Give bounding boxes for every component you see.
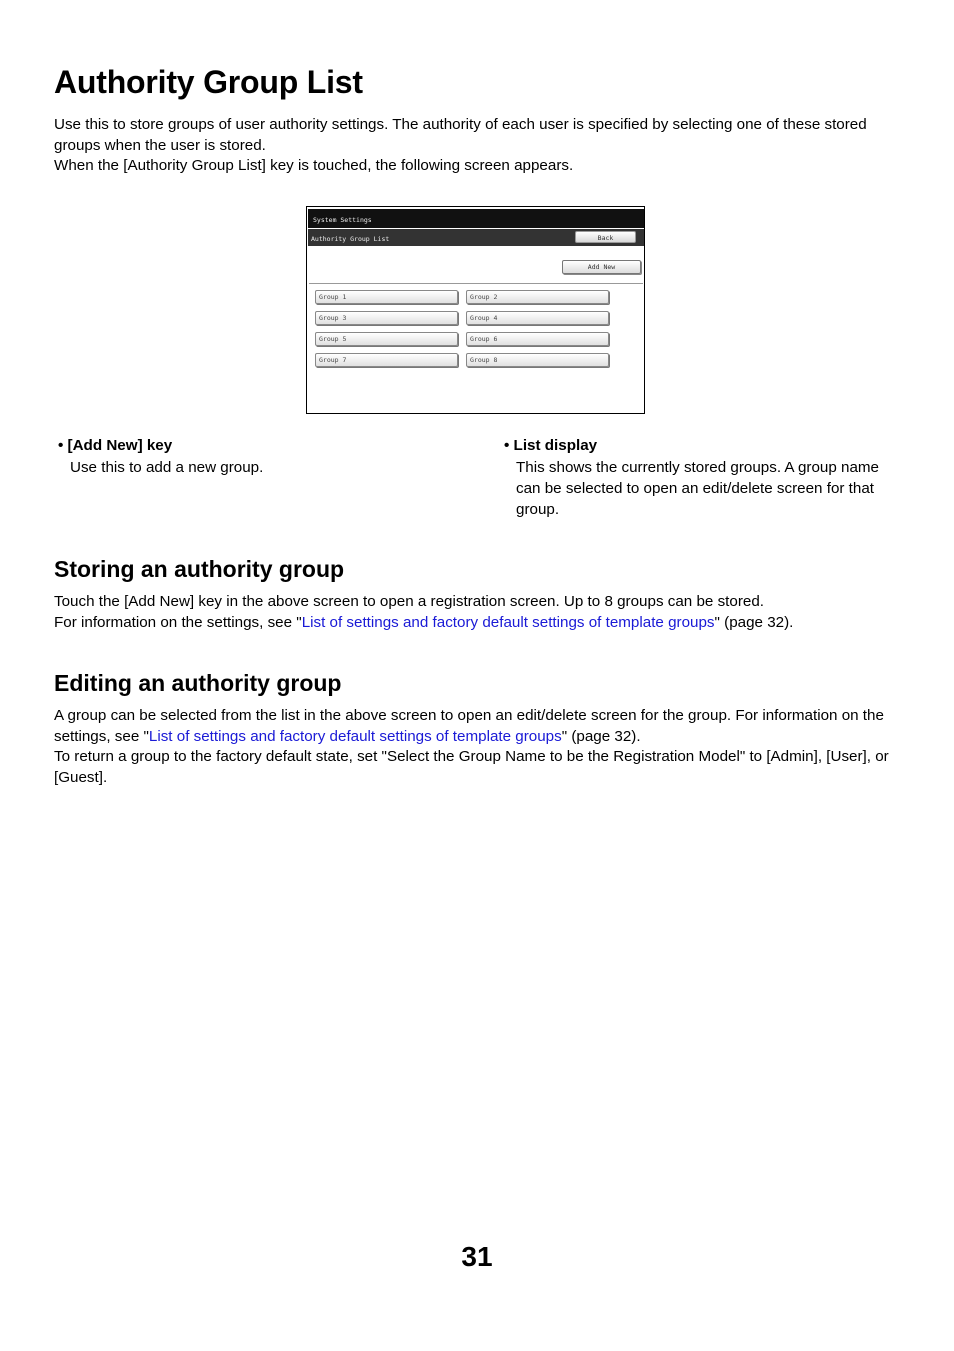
group-5-button[interactable]: Group 5 xyxy=(315,332,458,346)
storing-paragraph xyxy=(54,592,904,633)
editing-line-2: To return a group to the factory default state, set "Select the Group Name to be the Registration Model" to [Admin], [User], or [Guest]. xyxy=(54,748,889,786)
add-new-button[interactable]: Add New xyxy=(562,260,641,274)
group-6-button[interactable]: Group 6 xyxy=(466,332,609,346)
storing-line-2-suffix: " (page 32). xyxy=(714,613,794,631)
intro-paragraph xyxy=(54,115,904,177)
group-4-button[interactable]: Group 4 xyxy=(466,311,609,325)
system-settings-label: System Settings xyxy=(313,216,372,224)
storing-section-heading: Storing an authority group xyxy=(54,556,345,582)
editing-line-1-suffix: " (page 32). xyxy=(561,727,641,745)
group-1-button[interactable]: Group 1 xyxy=(315,290,458,304)
authority-group-list-bar xyxy=(308,229,644,246)
page-title: Authority Group List xyxy=(54,64,363,100)
list-display-heading: • List display xyxy=(504,437,598,454)
group-7-button[interactable]: Group 7 xyxy=(315,353,458,367)
editing-section-heading: Editing an authority group xyxy=(54,670,342,696)
intro-line-2: When the [Authority Group List] key is touched, the following screen appears. xyxy=(54,157,574,175)
authority-group-list-label: Authority Group List xyxy=(311,235,390,243)
storing-line-1: Touch the [Add New] key in the above screen to open a registration screen. Up to 8 groups can be stored. xyxy=(54,593,765,610)
group-2-button[interactable]: Group 2 xyxy=(466,290,609,304)
group-8-button[interactable]: Group 8 xyxy=(466,353,609,367)
authority-group-list-screen xyxy=(306,206,645,414)
template-groups-link-2[interactable]: List of settings and factory default settings of template groups xyxy=(148,727,562,745)
page-number: 31 xyxy=(461,1241,493,1272)
editing-paragraph xyxy=(54,706,904,788)
divider xyxy=(309,283,643,284)
add-new-key-heading: • [Add New] key xyxy=(58,437,173,454)
system-settings-bar xyxy=(308,209,644,228)
back-button[interactable]: Back xyxy=(575,231,636,243)
group-3-button[interactable]: Group 3 xyxy=(315,311,458,325)
list-display-description: This shows the currently stored groups. A group name can be selected to open an edit/delete screen for that group. xyxy=(516,459,880,518)
intro-line-1: Use this to store groups of user authority settings. The authority of each user is specified by selecting one of these stored groups when the user is stored. xyxy=(54,116,867,154)
storing-line-2-prefix: For information on the settings, see " xyxy=(54,613,302,631)
template-groups-link[interactable]: List of settings and factory default settings of template groups xyxy=(301,613,715,631)
editing-line-1-prefix: A group can be selected from the list in the above screen to open an edit/delete screen for the group. For information on the settings, see " xyxy=(54,707,884,745)
add-new-key-description: Use this to add a new group. xyxy=(70,459,264,476)
